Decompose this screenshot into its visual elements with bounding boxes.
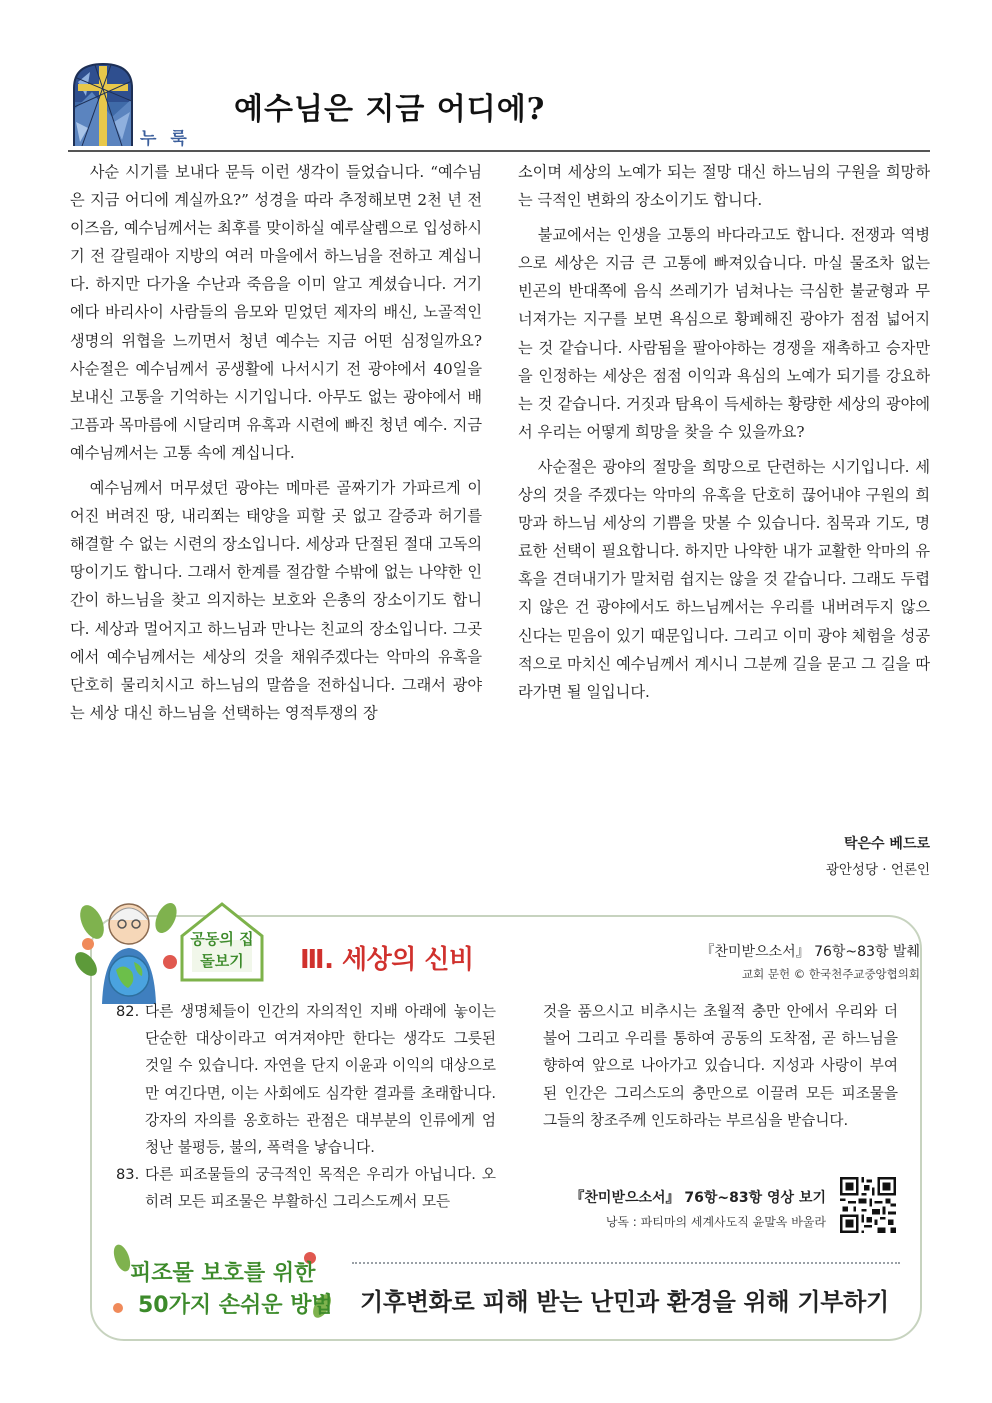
- article-left-column: [70, 158, 482, 727]
- article-paragraph: 불교에서는 인생을 고통의 바다라고도 합니다. 전쟁과 역병으로 세상은 지금 큰 고통에 빠져있습니다. 마실 물조차 없는 빈곤의 반대쪽에 음식 쓰레기가 넘쳐나는 극심한 불균형과 무너져가는 지구를 보면 욕심으로 황폐해진 광야가 점점 넓어지는 것 같습니다. 사람됨을 팔아야하는 경쟁을 재촉하고 승자만을 인정하는 세상은 점점 이익과 욕심의 노예가 되기를 강요하는 것 같습니다. 거짓과 탐욕이 득세하는 황량한 세상의 광야에서 우리는 어떻게 희망을 찾을 수 있을까요?: [518, 226, 930, 441]
- video-reader: 낭독 : 파티마의 세계사도직 윤말옥 바울라: [605, 1215, 826, 1229]
- article-paragraph: 소이며 세상의 노예가 되는 절망 대신 하느님의 구원을 희망하는 극적인 변화의 장소이기도 합니다.: [518, 163, 930, 210]
- stained-glass-cross-icon: [72, 62, 134, 146]
- header: [68, 62, 930, 150]
- item-number: 82.: [116, 1003, 140, 1020]
- action-tip: 기후변화로 피해 받는 난민과 환경을 위해 기부하기: [360, 1288, 889, 1316]
- article-paragraph: 예수님께서 머무셨던 광야는 메마른 골짜기가 가파르게 이어진 버려진 땅, 내리쬐는 태양을 피할 곳 없고 갈증과 허기를 해결할 수 없는 시련의 장소입니다. 세상과 단절된 절대 고독의 땅이기도 합니다. 그래서 한계를 절감할 수밖에 없는 나약한 인간이 하느님을 찾고 의지하는 보호와 은총의 장소이기도 합니다. 세상과 멀어지고 하느님과 만나는 친교의 장소입니다. 그곳에서 예수님께서는 세상의 것을 채워주겠다는 악마의 유혹을 단호히 물리치시고 하느님의 말씀을 전하십니다. 그래서 광야는 세상 대신 하느님을 선택하는 영적투쟁의 장: [70, 479, 482, 722]
- article-paragraph: 사순 시기를 보내다 문득 이런 생각이 들었습니다. “예수님은 지금 어디에 계실까요?” 성경을 따라 추정해보면 2천 년 전 이즈음, 예수님께서는 최후를 맞이하실 예루살렘으로 입성하시기 전 갈릴래아 지방의 여러 마을에서 하느님을 전하고 계십니다. 하지만 다가올 수난과 죽음을 이미 알고 계셨습니다. 거기에다 바리사이 사람들의 음모와 믿었던 제자의 배신, 노골적인 생명의 위협을 느끼면서 청년 예수는 지금 어떤 심정일까요? 사순절은 예수님께서 공생활에 나서시기 전 광야에서 40일을 보내신 고통을 기억하는 시기입니다. 아무도 없는 광야에서 배고픔과 목마름에 시달리며 유혹과 시련에 빠진 청년 예수. 지금 예수님께서는 고통 속에 계십니다.: [70, 163, 482, 462]
- tips-title-line-2: 50가지 손쉬운 방법: [138, 1293, 333, 1318]
- encyclical-title: Ⅲ. 세상의 신비: [300, 945, 474, 975]
- elder-holding-earth-icon: [74, 892, 184, 1004]
- encyclical-continuation: 것을 품으시고 비추시는 초월적 충만 안에서 우리와 더불어 그리고 우리를 통하여 공동의 도착점, 곧 하느님을 향하여 앞으로 나아가고 있습니다. 지성과 사랑이 부여된 인간은 그리스도의 충만으로 이끌려 모든 피조물을 그들의 창조주께 인도하라는 부르심을 받습니다.: [543, 1003, 898, 1129]
- qr-code-icon[interactable]: [840, 1177, 896, 1233]
- video-link-label[interactable]: 『찬미받으소서』 76항~83항 영상 보기: [570, 1190, 826, 1206]
- dotted-divider: [352, 1262, 900, 1264]
- article-right-column: [518, 158, 930, 706]
- header-divider: [68, 150, 930, 152]
- list-item: [116, 1161, 496, 1215]
- author-name: 탁은수 베드로: [843, 836, 930, 852]
- encyclical-publisher: 교회 문헌 © 한국천주교중앙협의회: [742, 967, 920, 981]
- encyclical-left-column: [116, 998, 496, 1216]
- list-item: [116, 998, 496, 1161]
- item-text: 다른 생명체들이 인간의 자의적인 지배 아래에 놓이는 단순한 대상이라고 여겨져야만 한다는 생각도 그릇된 것일 수 있습니다. 자연을 단지 이윤과 이익의 대상으로만 여긴다면, 이는 사회에도 심각한 결과를 초래합니다. 강자의 자의를 옹호하는 관점은 대부분의 인류에게 엄청난 불평등, 불의, 폭력을 낳습니다.: [145, 1003, 496, 1157]
- badge-line-2: 돌보기: [200, 952, 244, 970]
- tips-title-line-1: 피조물 보호를 위한: [130, 1261, 316, 1286]
- encyclical-source: 『찬미받으소서』 76항~83항 발췌: [700, 944, 920, 960]
- article-paragraph: 사순절은 광야의 절망을 희망으로 단련하는 시기입니다. 세상의 것을 주겠다는 악마의 유혹을 단호히 끊어내야 구원의 희망과 하느님 세상의 기쁨을 맛볼 수 있습니다. 침묵과 기도, 명료한 선택이 필요합니다. 하지만 나약한 내가 교활한 악마의 유혹을 견뎌내기가 말처럼 쉽지는 않을 것 같습니다. 그래도 두렵지 않은 건 광야에서도 하느님께서는 우리를 내버려두지 않으신다는 믿음이 있기 때문입니다. 그리고 이미 광야 체험을 성공적으로 마치신 예수님께서 계시니 그분께 길을 묻고 그 길을 따라가면 될 일입니다.: [518, 457, 930, 701]
- author-affiliation: 광안성당 · 언론인: [825, 862, 930, 878]
- item-number: 83.: [116, 1166, 140, 1184]
- item-text: 다른 피조물들의 궁극적인 목적은 우리가 아닙니다. 오히려 모든 피조물은 부활하신 그리스도께서 모든: [145, 1166, 496, 1211]
- section-label: 누 룩: [140, 129, 191, 149]
- badge-line-1: 공동의 집: [190, 930, 254, 948]
- page-title: 예수님은 지금 어디에?: [234, 92, 546, 127]
